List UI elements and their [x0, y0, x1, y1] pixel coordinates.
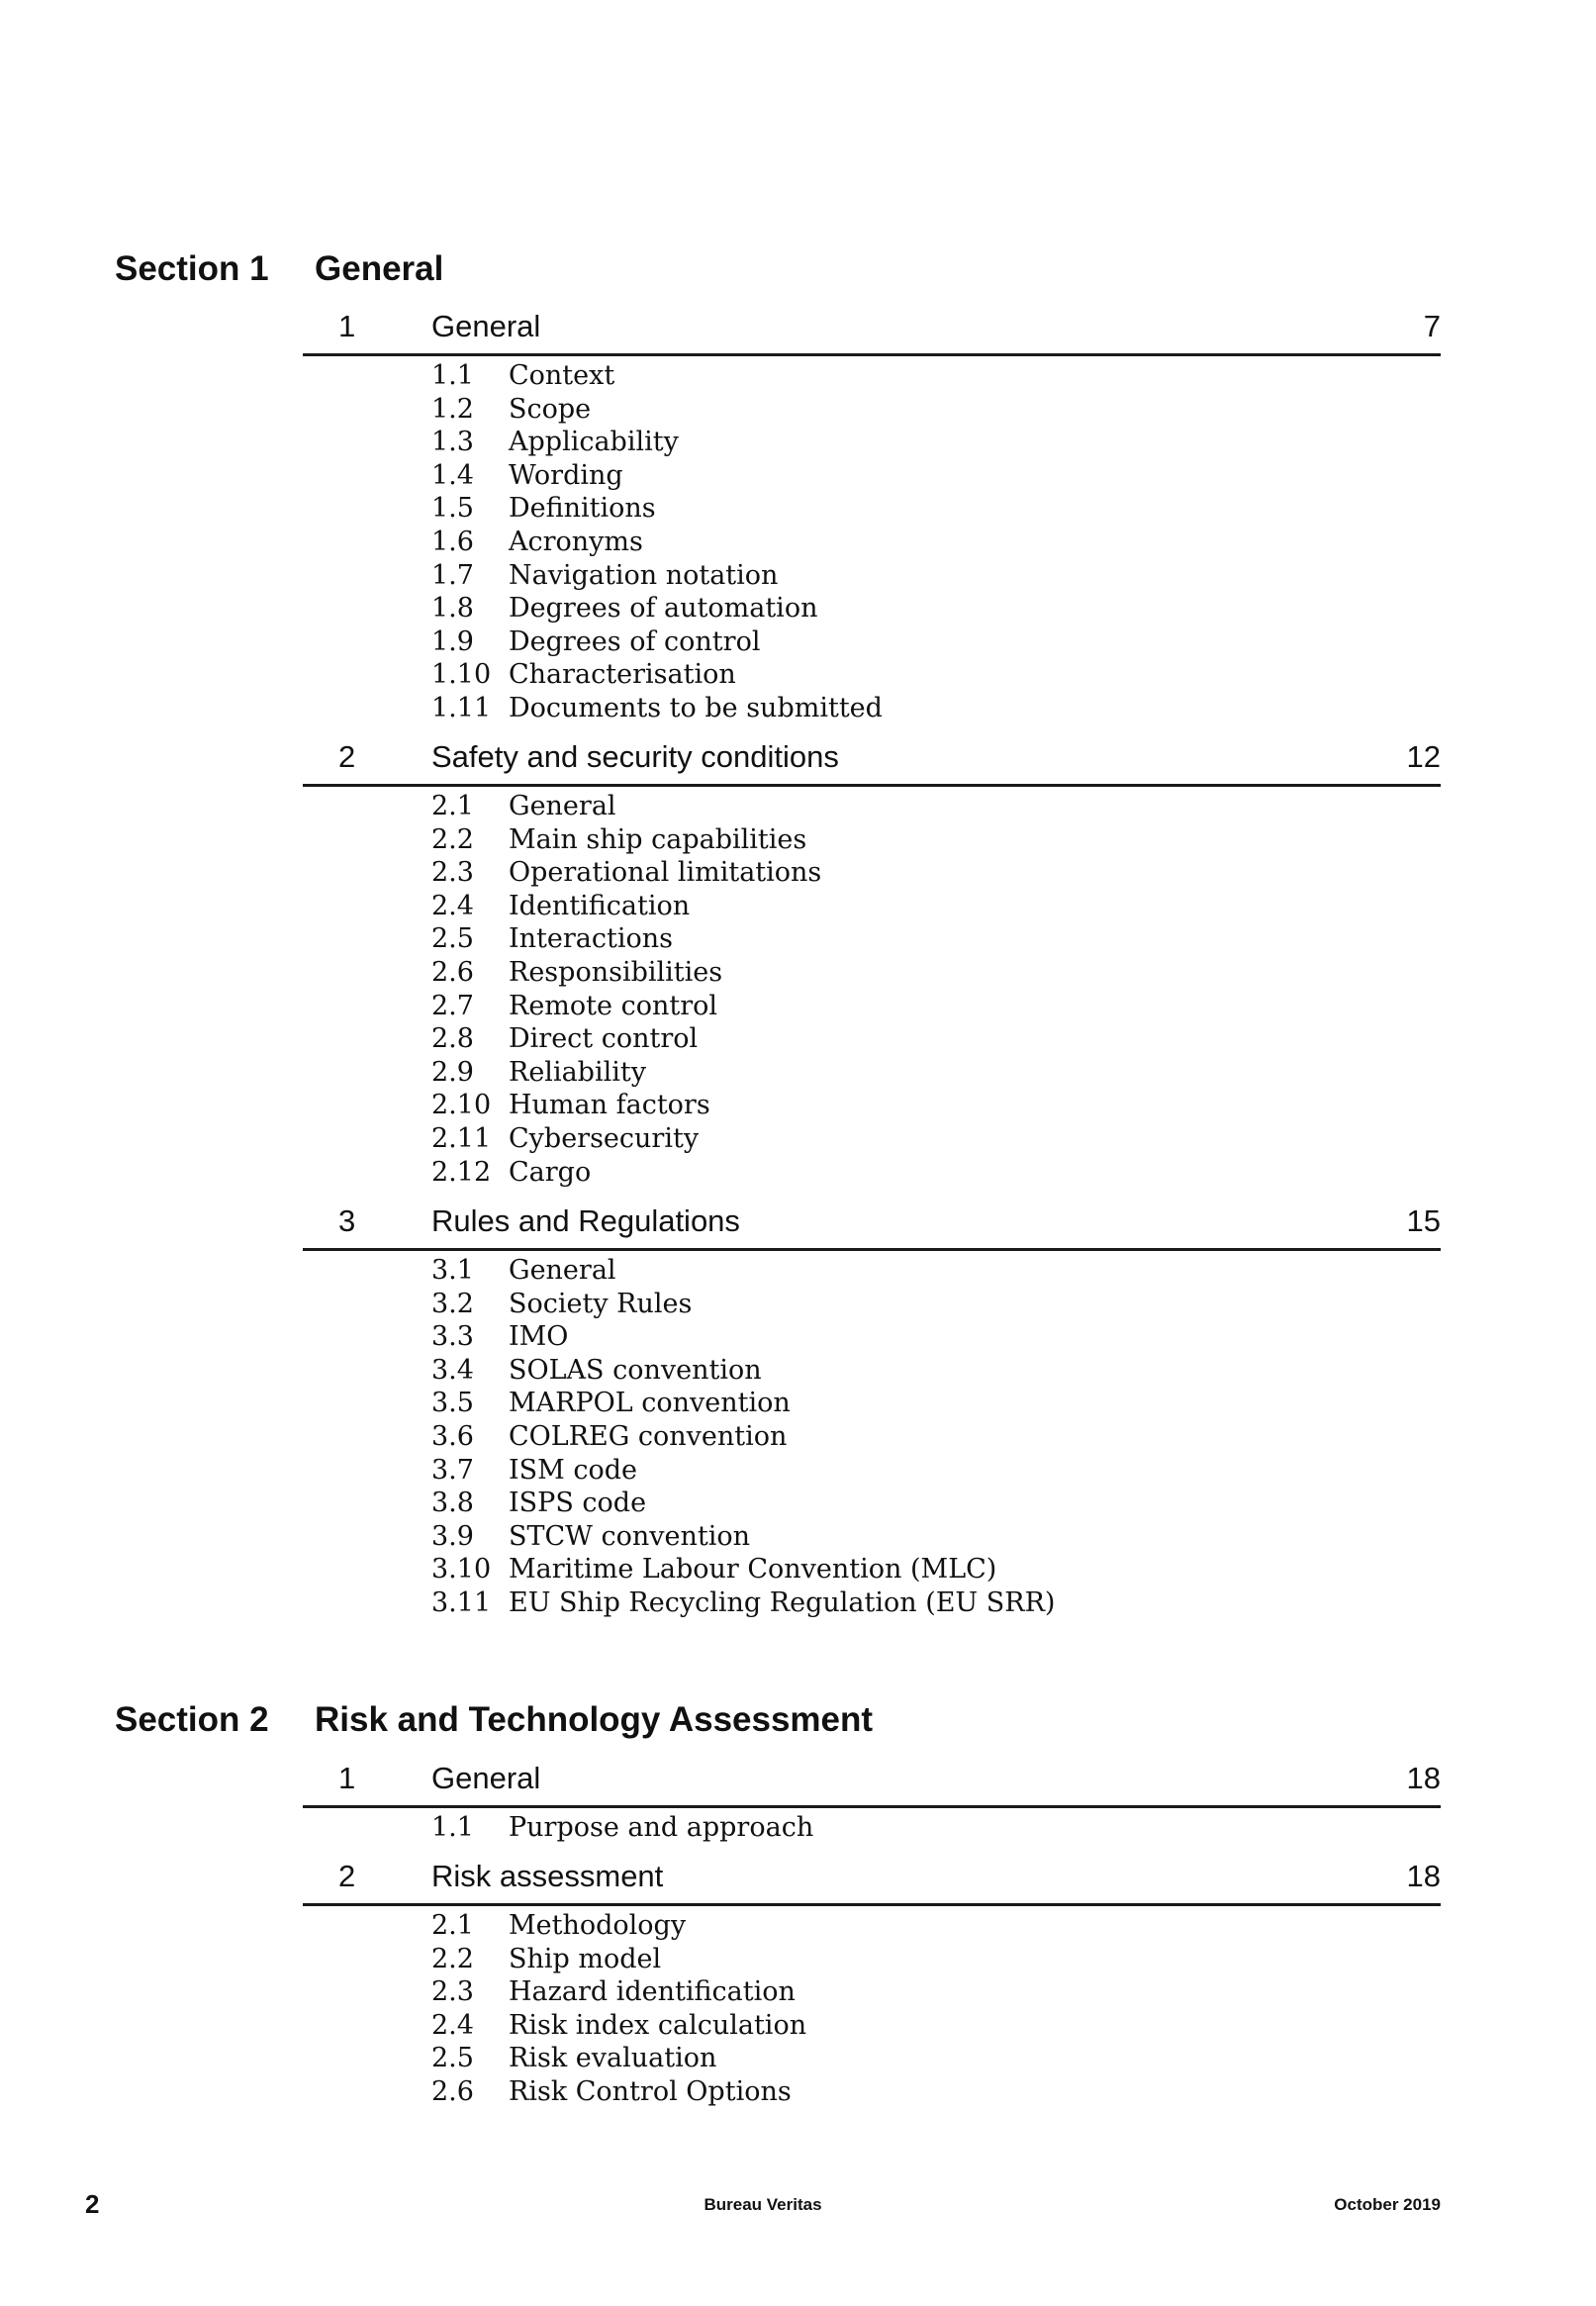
- subitem-number: 3.6: [431, 1420, 474, 1452]
- subitem-number: 2.1: [431, 1910, 474, 1941]
- toc-subitem[interactable]: [431, 492, 883, 526]
- section-title: General: [315, 249, 444, 288]
- toc-subitem[interactable]: [431, 1354, 1055, 1388]
- chapter-page-number: 12: [1406, 739, 1441, 774]
- subitem-number: 1.10: [431, 659, 492, 691]
- toc-chapter-heading[interactable]: [303, 734, 1441, 787]
- subitem-title: Degrees of automation: [509, 593, 818, 625]
- subitem-number: 3.4: [431, 1354, 474, 1386]
- subitem-title: General: [509, 791, 616, 821]
- subitem-number: 1.8: [431, 593, 474, 625]
- subitem-title: EU Ship Recycling Regulation (EU SRR): [509, 1586, 1056, 1618]
- subitem-number: 3.2: [431, 1288, 474, 1319]
- subitem-title: Interactions: [509, 923, 673, 955]
- toc-subitem-list: [431, 1254, 1055, 1620]
- chapter-number: 3: [338, 1203, 356, 1238]
- subitem-title: Characterisation: [509, 659, 736, 691]
- subitem-number: 2.5: [431, 2043, 474, 2074]
- subitem-number: 2.4: [431, 2009, 474, 2041]
- toc-subitem-list: [431, 1909, 806, 2109]
- subitem-title: Risk index calculation: [509, 2009, 807, 2041]
- toc-subitem[interactable]: [431, 592, 883, 625]
- subitem-title: Context: [509, 360, 615, 391]
- chapter-title: Rules and Regulations: [431, 1203, 740, 1238]
- subitem-title: Purpose and approach: [509, 1812, 814, 1843]
- subitem-title: Main ship capabilities: [509, 823, 807, 855]
- subitem-number: 1.6: [431, 526, 474, 557]
- subitem-title: General: [509, 1255, 616, 1286]
- toc-subitem[interactable]: [431, 559, 883, 593]
- subitem-title: Hazard identification: [509, 1976, 796, 2008]
- chapter-number: 1: [338, 1761, 356, 1795]
- section-title: Risk and Technology Assessment: [315, 1700, 874, 1739]
- chapter-title: Risk assessment: [431, 1859, 664, 1893]
- subitem-title: Risk evaluation: [509, 2043, 717, 2074]
- subitem-number: 1.11: [431, 692, 492, 723]
- subitem-number: 1.9: [431, 625, 474, 657]
- subitem-number: 2.1: [431, 791, 474, 821]
- subitem-number: 2.3: [431, 857, 474, 889]
- subitem-number: 2.2: [431, 1943, 474, 1974]
- subitem-title: Human factors: [509, 1090, 710, 1121]
- subitem-title: IMO: [509, 1321, 569, 1353]
- toc-subitem[interactable]: [431, 1420, 1055, 1454]
- toc-subitem[interactable]: [431, 856, 821, 890]
- subitem-title: Identification: [509, 890, 691, 921]
- section-label: Section 1: [115, 249, 269, 288]
- subitem-number: 2.4: [431, 890, 474, 921]
- subitem-number: 2.9: [431, 1056, 474, 1088]
- toc-chapter-heading[interactable]: [303, 1854, 1441, 1906]
- chapter-page-number: 18: [1406, 1761, 1441, 1795]
- subitem-title: Maritime Labour Convention (MLC): [509, 1554, 997, 1585]
- subitem-number: 1.3: [431, 427, 474, 458]
- subitem-title: Acronyms: [509, 526, 643, 557]
- subitem-title: Degrees of control: [509, 625, 761, 657]
- toc-subitem[interactable]: [431, 1122, 821, 1156]
- subitem-title: Scope: [509, 393, 592, 425]
- toc-subitem[interactable]: [431, 1811, 813, 1845]
- subitem-title: Society Rules: [509, 1288, 693, 1319]
- subitem-number: 2.6: [431, 2075, 474, 2107]
- toc-subitem[interactable]: [431, 1156, 821, 1190]
- subitem-title: Documents to be submitted: [509, 692, 883, 723]
- subitem-number: 3.5: [431, 1388, 474, 1419]
- toc-subitem[interactable]: [431, 658, 883, 692]
- subitem-number: 2.12: [431, 1156, 492, 1188]
- toc-subitem[interactable]: [431, 922, 821, 956]
- subitem-number: 3.11: [431, 1586, 492, 1618]
- subitem-title: Cybersecurity: [509, 1122, 700, 1154]
- subitem-title: ISPS code: [509, 1488, 647, 1519]
- subitem-title: Wording: [509, 459, 623, 491]
- toc-subitem[interactable]: [431, 359, 883, 393]
- toc-subitem[interactable]: [431, 2009, 806, 2043]
- toc-subitem[interactable]: [431, 1943, 806, 1976]
- toc-subitem-list: [431, 1811, 813, 1845]
- toc-subitem[interactable]: [431, 393, 883, 427]
- toc-subitem[interactable]: [431, 1254, 1055, 1288]
- subitem-title: ISM code: [509, 1454, 638, 1486]
- toc-subitem[interactable]: [431, 1553, 1055, 1586]
- subitem-number: 2.7: [431, 990, 474, 1021]
- chapter-number: 2: [338, 739, 356, 774]
- subitem-number: 3.1: [431, 1255, 474, 1286]
- subitem-title: Reliability: [509, 1056, 646, 1088]
- chapter-page-number: 15: [1406, 1203, 1441, 1238]
- subitem-number: 1.1: [431, 360, 474, 391]
- subitem-title: Ship model: [509, 1943, 662, 1974]
- toc-subitem[interactable]: [431, 692, 883, 725]
- chapter-number: 2: [338, 1859, 356, 1893]
- toc-subitem[interactable]: [431, 426, 883, 459]
- subitem-title: Applicability: [509, 427, 679, 458]
- chapter-title: General: [431, 309, 541, 343]
- toc-subitem[interactable]: [431, 1320, 1055, 1354]
- toc-subitem[interactable]: [431, 1586, 1055, 1620]
- subitem-number: 1.4: [431, 459, 474, 491]
- toc-chapter-heading[interactable]: [303, 1756, 1441, 1808]
- subitem-title: MARPOL convention: [509, 1388, 791, 1419]
- subitem-title: COLREG convention: [509, 1420, 788, 1452]
- toc-subitem[interactable]: [431, 956, 821, 990]
- footer-date: October 2019: [1334, 2195, 1441, 2214]
- toc-subitem[interactable]: [431, 823, 821, 857]
- section-2-heading: [115, 1700, 873, 1740]
- section-label: Section 2: [115, 1700, 269, 1739]
- toc-subitem[interactable]: [431, 1387, 1055, 1420]
- subitem-title: Risk Control Options: [509, 2075, 792, 2107]
- subitem-title: Cargo: [509, 1156, 592, 1188]
- chapter-number: 1: [338, 309, 356, 343]
- toc-subitem[interactable]: [431, 790, 821, 823]
- subitem-title: SOLAS convention: [509, 1354, 762, 1386]
- subitem-number: 2.3: [431, 1976, 474, 2008]
- subitem-number: 1.1: [431, 1812, 474, 1843]
- toc-subitem[interactable]: [431, 625, 883, 659]
- subitem-title: Responsibilities: [509, 956, 723, 988]
- toc-subitem[interactable]: [431, 2075, 806, 2109]
- toc-subitem-list: [431, 790, 821, 1189]
- chapter-title: Safety and security conditions: [431, 739, 839, 774]
- toc-subitem[interactable]: [431, 1022, 821, 1056]
- toc-chapter-heading[interactable]: [303, 1199, 1441, 1251]
- chapter-page-number: 18: [1406, 1859, 1441, 1893]
- chapter-title: General: [431, 1761, 541, 1795]
- toc-subitem[interactable]: [431, 459, 883, 493]
- subitem-number: 2.6: [431, 956, 474, 988]
- subitem-number: 3.3: [431, 1321, 474, 1353]
- toc-subitem[interactable]: [431, 890, 821, 923]
- subitem-number: 2.8: [431, 1023, 474, 1055]
- chapter-page-number: 7: [1423, 309, 1441, 343]
- subitem-title: Methodology: [509, 1910, 687, 1941]
- subitem-title: STCW convention: [509, 1520, 751, 1552]
- footer-publisher: Bureau Veritas: [704, 2195, 822, 2214]
- toc-subitem[interactable]: [431, 1288, 1055, 1321]
- subitem-title: Navigation notation: [509, 559, 779, 591]
- subitem-title: Remote control: [509, 990, 717, 1021]
- subitem-number: 3.8: [431, 1488, 474, 1519]
- toc-subitem[interactable]: [431, 2042, 806, 2075]
- subitem-number: 2.2: [431, 823, 474, 855]
- toc-subitem[interactable]: [431, 1454, 1055, 1488]
- subitem-number: 3.10: [431, 1554, 492, 1585]
- subitem-number: 2.11: [431, 1122, 492, 1154]
- toc-subitem[interactable]: [431, 526, 883, 559]
- subitem-number: 1.7: [431, 559, 474, 591]
- subitem-number: 3.9: [431, 1520, 474, 1552]
- subitem-title: Definitions: [509, 493, 656, 525]
- subitem-number: 2.5: [431, 923, 474, 955]
- toc-subitem-list: [431, 359, 883, 725]
- subitem-number: 1.2: [431, 393, 474, 425]
- section-1-heading: [115, 249, 443, 289]
- subitem-number: 2.10: [431, 1090, 492, 1121]
- toc-subitem[interactable]: [431, 1056, 821, 1090]
- toc-subitem[interactable]: [431, 1089, 821, 1122]
- toc-subitem[interactable]: [431, 1487, 1055, 1520]
- subitem-title: Direct control: [509, 1023, 699, 1055]
- subitem-number: 3.7: [431, 1454, 474, 1486]
- toc-subitem[interactable]: [431, 1520, 1055, 1554]
- page-footer: [85, 2189, 1441, 2219]
- subitem-number: 1.5: [431, 493, 474, 525]
- toc-subitem[interactable]: [431, 1975, 806, 2009]
- toc-subitem[interactable]: [431, 1909, 806, 1943]
- subitem-title: Operational limitations: [509, 857, 822, 889]
- footer-page-number: 2: [85, 2189, 100, 2219]
- toc-subitem[interactable]: [431, 990, 821, 1023]
- toc-chapter-heading[interactable]: [303, 304, 1441, 356]
